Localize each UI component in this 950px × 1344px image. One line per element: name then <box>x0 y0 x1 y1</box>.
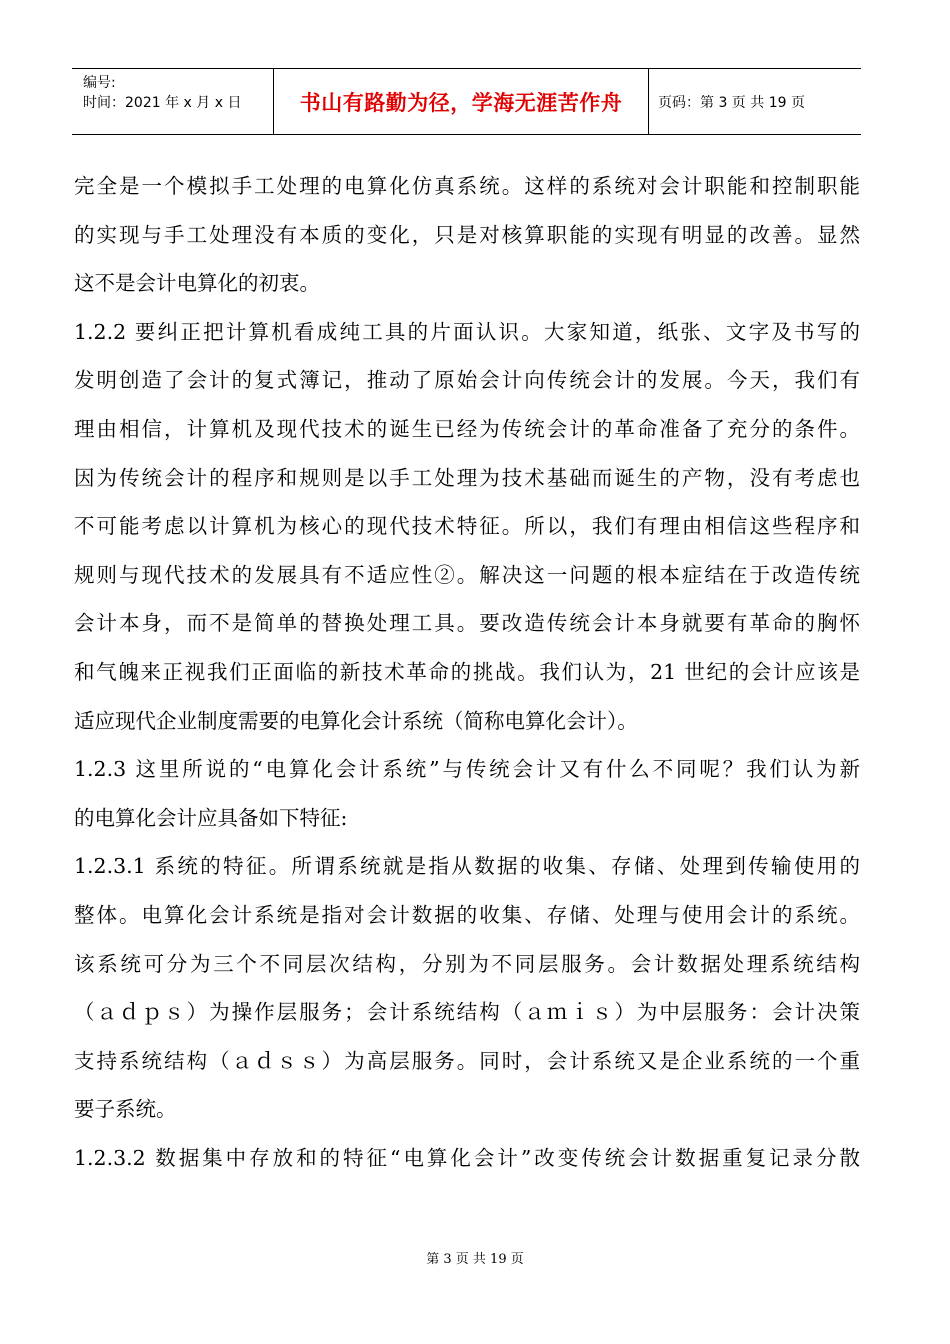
page-footer: 第 3 页 共 19 页 <box>426 1252 524 1267</box>
document-body <box>74 162 860 1182</box>
body-text-line: 理由相信，计算机及现代技术的诞生已经为传统会计的革命准备了充分的条件。 <box>74 416 860 441</box>
body-text-line: 和气魄来正视我们正面临的新技术革命的挑战。我们认为，21 世纪的会计应该是 <box>74 659 860 684</box>
page-header <box>72 68 861 135</box>
body-text-line: 支持系统结构（ａｄｓｓ）为高层服务。同时，会计系统又是企业系统的一个重 <box>74 1048 860 1073</box>
header-meta <box>72 69 274 134</box>
body-text-line: （ａｄｐｓ）为操作层服务；会计系统结构（ａｍｉｓ）为中层服务：会计决策 <box>74 1000 860 1025</box>
document-number-label: 编号: <box>83 75 116 91</box>
body-text-line: 这不是会计电算化的初衷。 <box>74 271 320 296</box>
body-text-line: 因为传统会计的程序和规则是以手工处理为技术基础而诞生的产物，没有考虑也 <box>74 465 860 490</box>
body-text-line: 要子系统。 <box>74 1097 177 1122</box>
body-text-line: 规则与现代技术的发展具有不适应性②。解决这一问题的根本症结在于改造传统 <box>74 562 860 587</box>
body-text-line: 1.2.3.2 数据集中存放和的特征“电算化会计”改变传统会计数据重复记录分散 <box>74 1145 860 1170</box>
body-text-line: 会计本身，而不是简单的替换处理工具。要改造传统会计本身就要有革命的胸怀 <box>74 611 860 636</box>
body-text-line: 整体。电算化会计系统是指对会计数据的收集、存储、处理与使用会计的系统。 <box>74 902 860 927</box>
body-text-line: 该系统可分为三个不同层次结构，分别为不同层服务。会计数据处理系统结构 <box>74 951 860 976</box>
body-text-line: 1.2.2 要纠正把计算机看成纯工具的片面认识。大家知道，纸张、文字及书写的 <box>74 319 860 344</box>
body-text-line: 发明创造了会计的复式簿记，推动了原始会计向传统会计的发展。今天，我们有 <box>74 368 860 393</box>
body-text-line: 的实现与手工处理没有本质的变化，只是对核算职能的实现有明显的改善。显然 <box>74 222 860 247</box>
header-page-info: 页码：第 3 页 共 19 页 <box>658 94 805 111</box>
body-text-line: 1.2.3 这里所说的“电算化会计系统”与传统会计又有什么不同呢？我们认为新 <box>74 757 860 782</box>
header-motto: 书山有路勤为径，学海无涯苦作舟 <box>274 69 649 134</box>
body-text-line: 完全是一个模拟手工处理的电算化仿真系统。这样的系统对会计职能和控制职能 <box>74 174 860 198</box>
body-text-line: 1.2.3.1 系统的特征。所谓系统就是指从数据的收集、存储、处理到传输使用的 <box>74 854 860 879</box>
body-text-line: 不可能考虑以计算机为核心的现代技术特征。所以，我们有理由相信这些程序和 <box>74 514 860 539</box>
document-time: 时间：2021 年 x 月 x 日 <box>83 95 242 111</box>
body-text-line: 适应现代企业制度需要的电算化会计系统（简称电算化会计）。 <box>74 708 638 733</box>
body-text-line: 的电算化会计应具备如下特征: <box>74 805 348 830</box>
